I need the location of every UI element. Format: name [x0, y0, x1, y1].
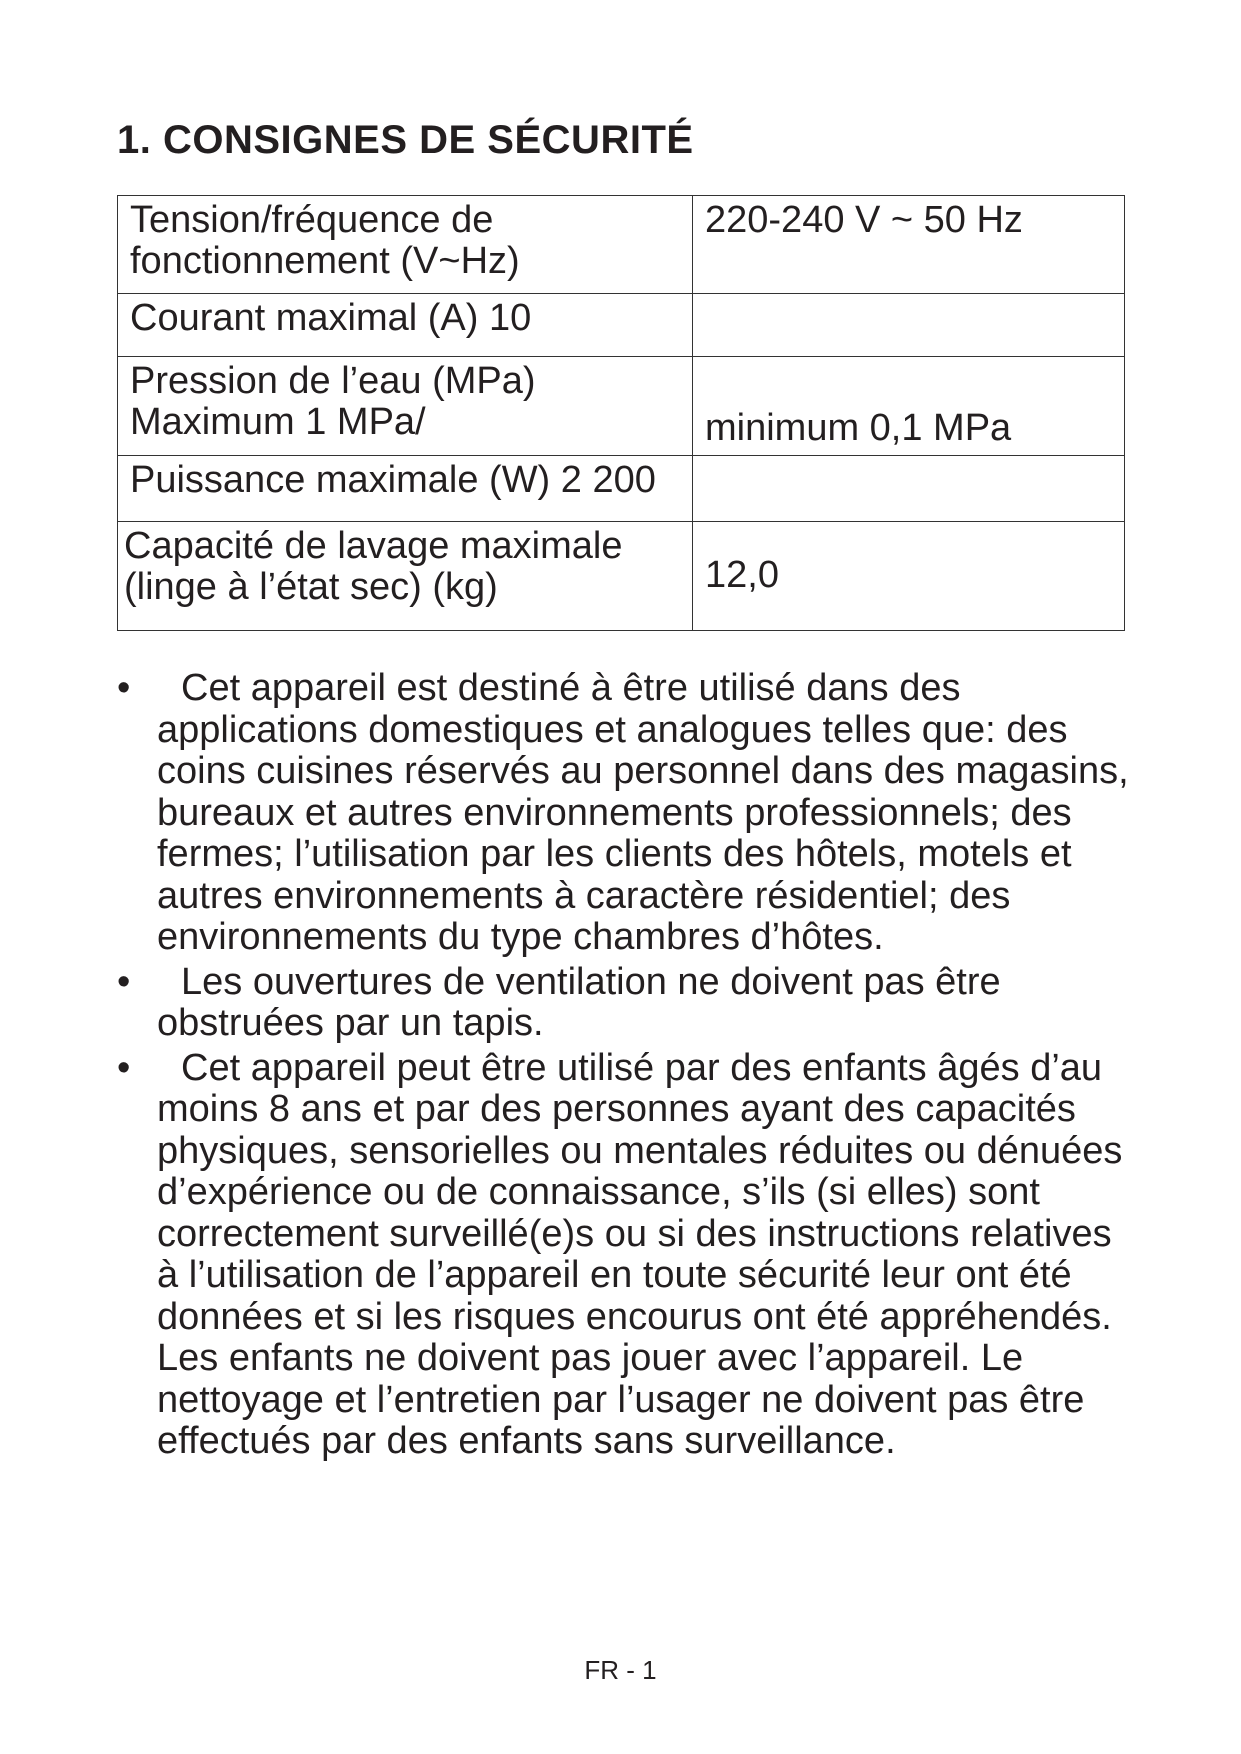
- section-title: 1. CONSIGNES DE SÉCURITÉ: [117, 118, 694, 162]
- table-row: [118, 294, 1125, 357]
- table-row: [118, 196, 1125, 294]
- spec-label: Puissance maximale (W) 2 200: [118, 456, 693, 522]
- spec-value: [693, 456, 1125, 522]
- table-row: [118, 522, 1125, 631]
- bullet-icon: •: [117, 1046, 131, 1089]
- spec-value: 220-240 V ~ 50 Hz: [693, 196, 1125, 294]
- bullet-text: Cet appareil peut être utilisé par des enfants âgés d’au moins 8 ans et par des personnes ayant des capacités physiques, sensorielles ou mentales réduites ou dénuées d’expérience ou de connaissance, s’ils (si elles) sont correctement surveillé(e)s ou si des instructions relatives à l’utilisation de l’appareil en toute sécurité leur ont été données et si les risques encourus ont été appréhendés. Les enfants ne doivent pas jouer avec l’appareil. Le nettoyage et l’entretien par l’usager ne doivent pas être effectués par des enfants sans surveillance.: [157, 1046, 1123, 1462]
- table-row: [118, 456, 1125, 522]
- list-item: [117, 1048, 1137, 1463]
- spec-table: [117, 195, 1125, 631]
- list-item: [117, 668, 1137, 959]
- spec-label: Pression de l’eau (MPa) Maximum 1 MPa/: [118, 357, 693, 456]
- spec-value: 12,0: [693, 522, 1125, 631]
- spec-label: Capacité de lavage maximale (linge à l’état sec) (kg): [118, 522, 693, 631]
- spec-value: minimum 0,1 MPa: [693, 357, 1125, 456]
- safety-bullet-list: [117, 668, 1137, 1466]
- bullet-icon: •: [117, 960, 131, 1003]
- bullet-text: Les ouvertures de ventilation ne doivent pas être obstruées par un tapis.: [157, 960, 1001, 1044]
- bullet-text: Cet appareil est destiné à être utilisé dans des applications domestiques et analogues telles que: des coins cuisines réservés au personnel dans des magasins, bureaux et autres environnements professionnels; des fermes; l’utilisation par les clients des hôtels, motels et autres environnements à caractère résidentiel; des environnements du type chambres d’hôtes.: [157, 667, 1129, 958]
- bullet-icon: •: [117, 667, 131, 709]
- table-row: [118, 357, 1125, 456]
- spec-label: Courant maximal (A) 10: [118, 294, 693, 357]
- list-item: [117, 962, 1137, 1045]
- spec-value: [693, 294, 1125, 357]
- spec-label: Tension/fréquence de fonctionnement (V~Hz): [118, 196, 693, 294]
- page-number: FR - 1: [584, 1655, 657, 1685]
